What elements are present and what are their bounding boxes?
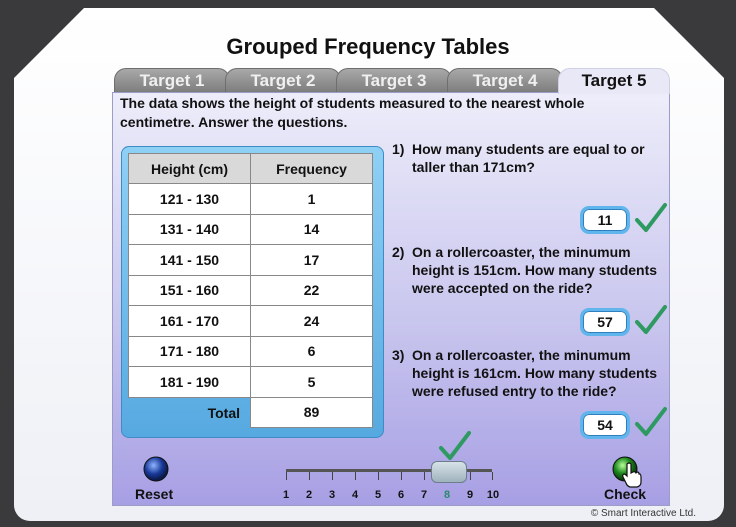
table-row xyxy=(129,275,373,306)
frequency-table xyxy=(128,153,373,428)
table-cell: 131 - 140 xyxy=(129,214,251,245)
table-cell: 22 xyxy=(251,275,373,306)
slider-tick xyxy=(470,472,471,480)
tab-target-1[interactable]: Target 1 xyxy=(114,68,230,92)
tab-target-3[interactable]: Target 3 xyxy=(336,68,452,92)
table-cell: 141 - 150 xyxy=(129,245,251,276)
slider-tick xyxy=(355,472,356,480)
reset-label[interactable]: Reset xyxy=(135,486,174,502)
tab-target-2[interactable]: Target 2 xyxy=(225,68,341,92)
question-text: How many students are equal to or taller than 171cm? xyxy=(412,141,645,175)
table-cell: 14 xyxy=(251,214,373,245)
check-mark-icon xyxy=(438,430,472,462)
slider-tick xyxy=(424,472,425,480)
answer-1-input[interactable]: 11 xyxy=(580,206,630,234)
reset-button[interactable] xyxy=(143,456,169,482)
slider-label[interactable]: 3 xyxy=(328,489,336,501)
slider-label[interactable]: 1 xyxy=(282,489,290,501)
check-mark-icon xyxy=(634,304,668,336)
table-header: Frequency xyxy=(251,154,373,184)
hand-cursor-icon xyxy=(620,462,642,488)
answer-2-input[interactable]: 57 xyxy=(580,308,630,336)
table-cell: 24 xyxy=(251,306,373,337)
copyright-text: © Smart Interactive Ltd. xyxy=(590,508,696,519)
slider-label[interactable]: 7 xyxy=(420,489,428,501)
table-header: Height (cm) xyxy=(129,154,251,184)
table-cell: 17 xyxy=(251,245,373,276)
table-cell: 1 xyxy=(251,184,373,215)
check-mark-icon xyxy=(634,406,668,438)
table-row xyxy=(129,245,373,276)
slider-tick xyxy=(492,472,493,480)
slider-label[interactable]: 6 xyxy=(397,489,405,501)
question-number: 3) xyxy=(392,347,405,363)
question-1 xyxy=(392,140,662,176)
check-label[interactable]: Check xyxy=(604,486,647,502)
check-mark-icon xyxy=(634,202,668,234)
table-row xyxy=(129,367,373,398)
slider-tick xyxy=(332,472,333,480)
page-title: Grouped Frequency Tables xyxy=(226,34,510,59)
slider-label[interactable]: 10 xyxy=(486,489,500,501)
table-total-row xyxy=(129,397,373,428)
tab-target-5[interactable]: Target 5 xyxy=(558,68,670,94)
answer-3-input[interactable]: 54 xyxy=(580,411,630,439)
table-cell: 121 - 130 xyxy=(129,184,251,215)
table-cell: 151 - 160 xyxy=(129,275,251,306)
table-cell: 5 xyxy=(251,367,373,398)
question-number: 2) xyxy=(392,244,405,260)
slider-tick xyxy=(286,472,287,480)
total-value: 89 xyxy=(251,397,373,428)
table-row xyxy=(129,184,373,215)
table-row xyxy=(129,336,373,367)
slider-label-selected[interactable]: 8 xyxy=(443,489,451,501)
table-row xyxy=(129,214,373,245)
slider-tick xyxy=(309,472,310,480)
table-cell: 161 - 170 xyxy=(129,306,251,337)
table-cell: 171 - 180 xyxy=(129,336,251,367)
instructions: The data shows the height of students measured to the nearest whole centimetre. Answer the questions. xyxy=(120,95,585,130)
tab-target-4[interactable]: Target 4 xyxy=(447,68,563,92)
table-cell: 181 - 190 xyxy=(129,367,251,398)
slider-label[interactable]: 2 xyxy=(305,489,313,501)
question-text: On a rollercoaster, the minumum height is 161cm. How many students were refused entry to the ride? xyxy=(412,347,658,399)
total-label: Total xyxy=(207,404,240,421)
question-2 xyxy=(392,243,662,297)
target-slider-thumb[interactable] xyxy=(431,461,467,483)
question-number: 1) xyxy=(392,141,405,157)
slider-label[interactable]: 4 xyxy=(351,489,359,501)
question-3 xyxy=(392,346,662,400)
slider-label[interactable]: 5 xyxy=(374,489,382,501)
table-row xyxy=(129,306,373,337)
slider-tick xyxy=(401,472,402,480)
question-text: On a rollercoaster, the minumum height is 151cm. How many students were accepted on the ride? xyxy=(412,244,658,296)
table-cell: 6 xyxy=(251,336,373,367)
slider-label[interactable]: 9 xyxy=(466,489,474,501)
slider-tick xyxy=(378,472,379,480)
